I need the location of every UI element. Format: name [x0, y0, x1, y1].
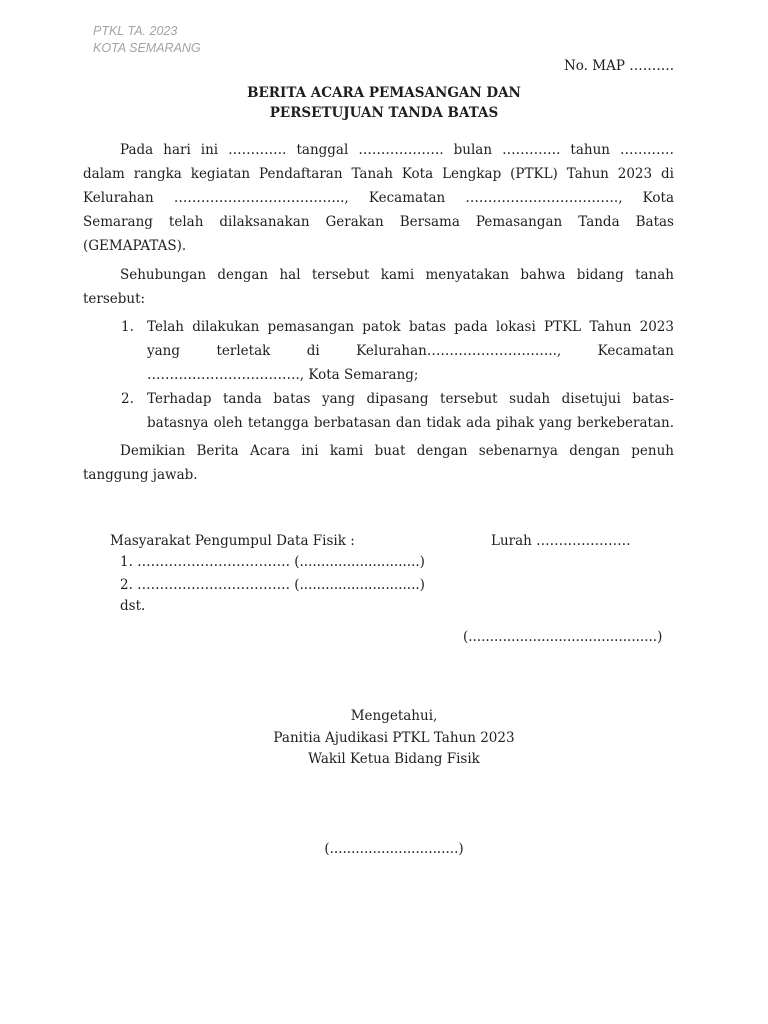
paragraph-line: Kelurahan ……………………………….., Kecamatan ……………………………., Kota — [83, 190, 674, 206]
paragraph-line: tersebut: — [83, 291, 146, 307]
list-item — [121, 315, 674, 387]
statement-paragraph — [83, 263, 674, 311]
closing-paragraph — [83, 439, 674, 487]
title-line: BERITA ACARA PEMASANGAN DAN — [247, 85, 521, 101]
paragraph-line: Pada hari ini …………. tanggal ………………. bulan …………. tahun ………… — [120, 142, 674, 158]
list-item — [121, 387, 674, 435]
header-city: KOTA SEMARANG — [93, 41, 201, 55]
document-title — [0, 83, 768, 123]
collector-signature-line: 1. ……………………………. (............................) — [120, 554, 425, 570]
collectors-more: dst. — [120, 598, 146, 614]
acknowledgement-committee: Panitia Ajudikasi PTKL Tahun 2023 — [273, 729, 515, 746]
statement-list — [121, 315, 674, 435]
acknowledgement-signature-line: (..............................) — [324, 841, 464, 857]
paragraph-line: tanggung jawab. — [83, 467, 198, 483]
paragraph-line: dalam rangka kegiatan Pendaftaran Tanah Kota Lengkap (PTKL) Tahun 2023 di — [83, 166, 674, 182]
paragraph-line: (GEMAPATAS). — [83, 238, 187, 254]
list-item-line: yang terletak di Kelurahan……………………….., Kecamatan — [147, 343, 674, 359]
list-item-line: ……………………………., Kota Semarang; — [147, 367, 419, 383]
collector-signature-line: 2. ……………………………. (............................) — [120, 577, 425, 593]
paragraph-line: Semarang telah dilaksanakan Gerakan Bersama Pemasangan Tanda Batas — [83, 214, 674, 230]
opening-paragraph — [83, 138, 674, 258]
lurah-signature-line: (............................................) — [463, 629, 663, 645]
list-item-line: batasnya oleh tetangga berbatasan dan tidak ada pihak yang berkeberatan. — [147, 415, 674, 431]
paragraph-line: Demikian Berita Acara ini kami buat dengan sebenarnya dengan penuh — [120, 443, 674, 459]
lurah-label: Lurah ………………… — [491, 533, 631, 549]
document-header — [93, 23, 201, 57]
map-number: No. MAP ………. — [563, 58, 674, 74]
paragraph-line: Sehubungan dengan hal tersebut kami menyatakan bahwa bidang tanah — [120, 267, 674, 283]
acknowledgement-label: Mengetahui, — [350, 708, 438, 724]
title-line: PERSETUJUAN TANDA BATAS — [269, 105, 499, 121]
list-item-line: Terhadap tanda batas yang dipasang tersebut sudah disetujui batas- — [147, 391, 674, 407]
list-item-number: 2. — [121, 391, 134, 407]
list-item-number: 1. — [121, 319, 134, 335]
collectors-label: Masyarakat Pengumpul Data Fisik : — [110, 533, 355, 549]
list-item-line: Telah dilakukan pemasangan patok batas pada lokasi PTKL Tahun 2023 — [147, 319, 674, 335]
acknowledgement-position: Wakil Ketua Bidang Fisik — [308, 751, 480, 767]
header-program: PTKL TA. 2023 — [93, 24, 178, 38]
acknowledgement — [194, 706, 594, 771]
